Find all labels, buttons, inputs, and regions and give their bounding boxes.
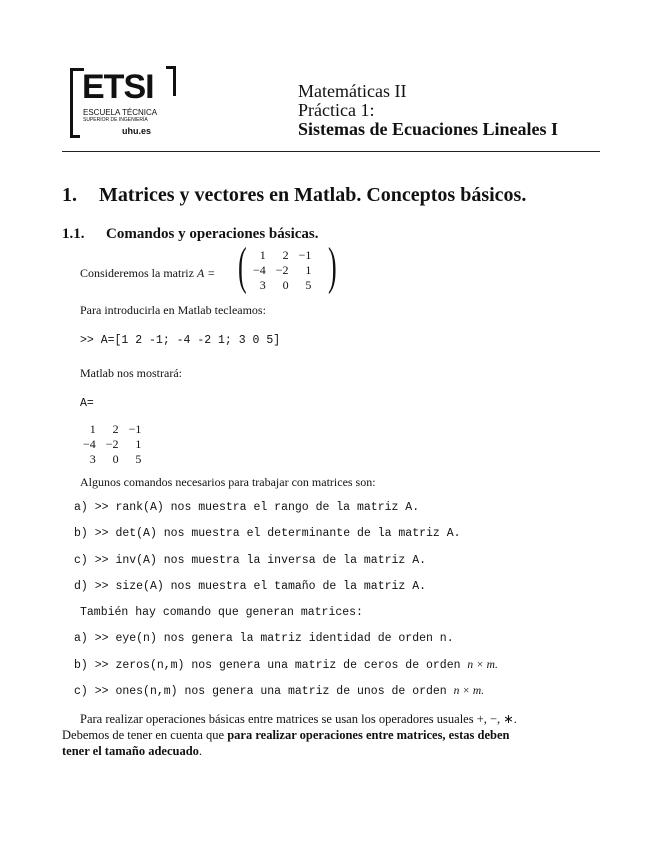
generators-intro: También hay comando que generan matrices: <box>80 606 363 619</box>
list-item: a) >> eye(n) nos genera la matriz identidad de orden n. <box>74 632 454 645</box>
list-item: b) >> det(A) nos muestra el determinante de la matriz A. <box>74 527 461 540</box>
show-text: Matlab nos mostrará: <box>80 366 182 380</box>
header-divider <box>62 151 600 152</box>
logo-main: ETSI <box>82 68 154 106</box>
section-number: 1. <box>62 184 77 206</box>
list-item: a) >> rank(A) nos muestra el rango de la matriz A. <box>74 501 420 514</box>
section-title: Matrices y vectores en Matlab. Conceptos básicos. <box>99 184 527 206</box>
subsection-title: Comandos y operaciones básicas. <box>106 226 319 242</box>
enter-text: Para introducirla en Matlab tecleamos: <box>80 303 266 317</box>
etsi-logo <box>70 66 176 138</box>
list-item: d) >> size(A) nos muestra el tamaño de la matriz A. <box>74 580 426 593</box>
left-paren: ( <box>238 238 247 295</box>
right-paren: ) <box>328 238 337 295</box>
header-topic: Sistemas de Ecuaciones Lineales I <box>298 119 559 139</box>
commands-intro: Algunos comandos necesarios para trabajar con matrices son: <box>80 475 376 489</box>
header-practice: Práctica 1: <box>298 100 375 120</box>
list-item: b) >> zeros(n,m) nos genera una matriz de ceros de orden n × m. <box>74 659 498 672</box>
matrix-var: A = <box>196 266 216 280</box>
logo-line1: ESCUELA TÉCNICA <box>83 108 158 117</box>
closing-paragraph: Para realizar operaciones básicas entre matrices se usan los operadores usuales +, −, ∗. Debemos de tener en cuenta que para realizar operaciones entre matrices, estas deben tener el tamaño adecuado. <box>62 712 517 758</box>
list-item: c) >> ones(n,m) nos genera una matriz de unos de orden n × m. <box>74 685 485 698</box>
command-line: >> A=[1 2 -1; -4 -2 1; 3 0 5] <box>80 334 281 347</box>
subsection-number: 1.1. <box>62 226 85 242</box>
header-course: Matemáticas II <box>298 81 407 101</box>
output-matrix: 1 2 −1 −4 −2 1 3 0 5 <box>83 422 142 466</box>
intro-text: Consideremos la matriz A = <box>80 266 216 280</box>
logo-line2: SUPERIOR DE INGENIERÍA <box>83 117 148 123</box>
matrix-table: 1 2 −1 −4 −2 1 3 0 5 <box>253 248 312 292</box>
list-item: c) >> inv(A) nos muestra la inversa de la matriz A. <box>74 554 427 567</box>
logo-line3: uhu.es <box>122 126 152 136</box>
output-label: A= <box>80 397 94 410</box>
